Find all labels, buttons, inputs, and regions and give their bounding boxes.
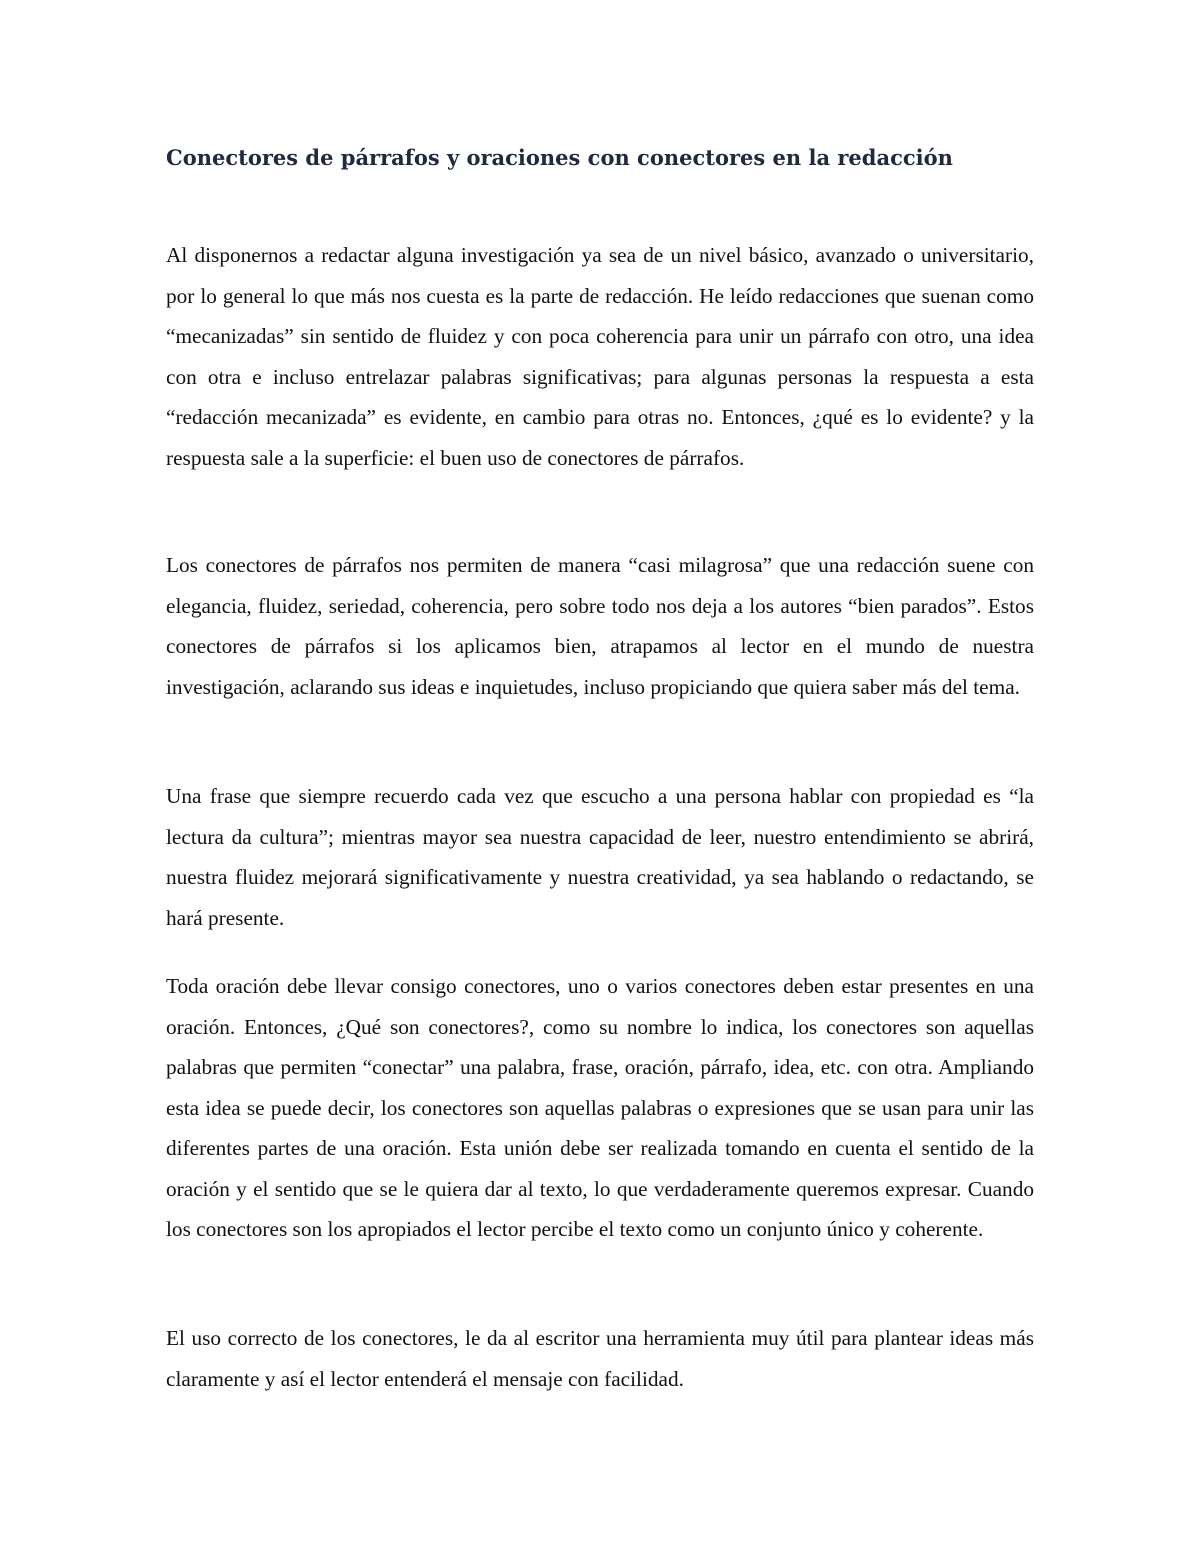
- paragraph-5: El uso correcto de los conectores, le da al escritor una herramienta muy útil para plantear ideas más claramente y así el lector entenderá el mensaje con facilidad.: [166, 1326, 1034, 1391]
- paragraph-1: Al disponernos a redactar alguna investigación ya sea de un nivel básico, avanzado o universitario, por lo general lo que más nos cuesta es la parte de redacción. He leído redacciones que suenan como “mecanizadas” sin sentido de fluidez y con poca coherencia para unir un párrafo con otro, una idea con otra e incluso entrelazar palabras significativas; para algunas personas la respuesta a esta “redacción mecanizada” es evidente, en cambio para otras no. Entonces, ¿qué es lo evidente? y la respuesta sale a la superficie: el buen uso de conectores de párrafos.: [166, 243, 1034, 470]
- paragraph-2: Los conectores de párrafos nos permiten de manera “casi milagrosa” que una redacción suene con elegancia, fluidez, seriedad, coherencia, pero sobre todo nos deja a los autores “bien parados”. Estos conectores de párrafos si los aplicamos bien, atrapamos al lector en el mundo de nuestra investigación, aclarando sus ideas e inquietudes, incluso propiciando que quiera saber más del tema.: [166, 553, 1034, 699]
- paragraph-4: Toda oración debe llevar consigo conectores, uno o varios conectores deben estar presentes en una oración. Entonces, ¿Qué son conectores?, como su nombre lo indica, los conectores son aquellas palabras que permiten “conectar” una palabra, frase, oración, párrafo, idea, etc. con otra. Ampliando esta idea se puede decir, los conectores son aquellas palabras o expresiones que se usan para unir las diferentes partes de una oración. Esta unión debe ser realizada tomando en cuenta el sentido de la oración y el sentido que se le quiera dar al texto, lo que verdaderamente queremos expresar. Cuando los conectores son los apropiados el lector percibe el texto como un conjunto único y coherente.: [166, 974, 1034, 1241]
- paragraph-3: Una frase que siempre recuerdo cada vez que escucho a una persona hablar con propiedad es “la lectura da cultura”; mientras mayor sea nuestra capacidad de leer, nuestro entendimiento se abrirá, nuestra fluidez mejorará significativamente y nuestra creatividad, ya sea hablando o redactando, se hará presente.: [166, 784, 1034, 930]
- page-title: Conectores de párrafos y oraciones con conectores en la redacción: [166, 145, 953, 170]
